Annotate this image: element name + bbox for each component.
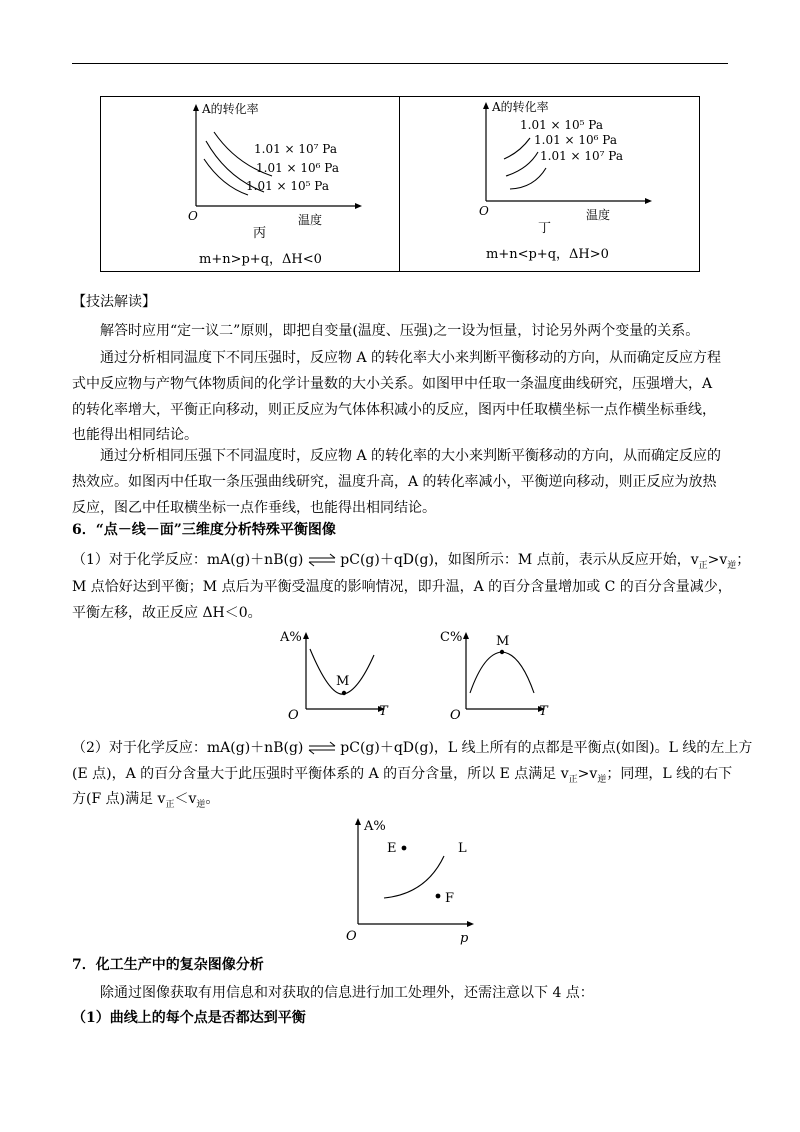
section-1-line-3: 平衡左移，故正反应 ΔH＜0。 <box>72 605 262 621</box>
y-label: C% <box>440 630 463 645</box>
equilibrium-arrow-icon <box>308 741 336 755</box>
x-axis-arrow <box>645 198 652 204</box>
heading-6: 6．“点－线－面”三维度分析特殊平衡图像 <box>72 522 336 538</box>
y-label: A的转化率 <box>492 100 549 114</box>
curve-label-2: 1.01 × 10⁶ Pa <box>534 133 617 147</box>
sub-ni: 逆 <box>196 799 206 810</box>
origin: O <box>288 708 299 723</box>
section-1-line-2: M 点恰好达到平衡；M 点后为平衡受温度的影响情况，即升温，A 的百分含量增加或 C 的百分含量减少， <box>72 579 732 595</box>
point-e <box>402 846 407 851</box>
x-label: T <box>539 704 548 719</box>
condition: m+n<p+q，ΔH>0 <box>486 247 609 262</box>
heading-7-1: （1）曲线上的每个点是否都达到平衡 <box>72 1010 306 1026</box>
gt-sign: >v <box>707 552 728 568</box>
section-2-reaction-right: pC(g)＋qD(g)，L 线上所有的点都是平衡点(如图)。L 线的左上方 <box>340 740 753 756</box>
origin: O <box>188 209 198 223</box>
origin: O <box>450 708 461 723</box>
x-label: 温度 <box>586 208 611 222</box>
header-rule <box>72 63 728 64</box>
paragraph-3-line-2: 热效应。如图丙中任取一条压强曲线研究，温度升高，A 的转化率减小，平衡逆向移动，则正反应为放热 <box>72 474 717 490</box>
y-label: A% <box>280 630 302 645</box>
semicolon: ； <box>736 552 751 568</box>
section-2-line-1 <box>72 738 753 758</box>
l-label: L <box>458 841 467 856</box>
section-2-line-2-end: ；同理，L 线的右下 <box>606 766 733 782</box>
curve-label-3: 1.01 × 10⁷ Pa <box>540 149 623 163</box>
curve-1 <box>504 138 530 159</box>
lt-sign: ＜v <box>174 791 197 807</box>
x-axis-arrow <box>355 203 362 209</box>
section-1-reaction-left: （1）对于化学反应：mA(g)＋nB(g) <box>72 552 304 568</box>
point-f <box>436 894 441 899</box>
sub-zheng: 正 <box>698 560 708 571</box>
m-label: M <box>496 634 510 649</box>
f-label: F <box>445 891 455 906</box>
paragraph-2-line-3: 的转化率增大，平衡正向移动，则正反应为气体体积减小的反应，图丙中任取横坐标一点作横坐标垂线， <box>72 402 716 418</box>
x-label: T <box>379 704 388 719</box>
sub-zheng: 正 <box>165 799 175 810</box>
graph-a-percent-p <box>340 812 490 947</box>
y-label: A% <box>364 819 386 834</box>
y-label: A的转化率 <box>202 102 259 116</box>
section-2-line-3 <box>72 789 732 815</box>
paragraph-2-line-4: 也能得出相同结论。 <box>72 427 198 443</box>
graph-bing <box>100 96 400 272</box>
sub-ni: 逆 <box>597 774 607 785</box>
l-curve <box>384 856 444 898</box>
origin: O <box>479 204 489 218</box>
point-m <box>342 691 346 695</box>
graph-a-percent-t <box>280 625 400 725</box>
paragraph-3-line-3: 反应，图乙中任取横坐标一点作垂线，也能得出相同结论。 <box>72 500 436 516</box>
curve-label-3: 1.01 × 10⁵ Pa <box>246 179 329 193</box>
section-2-reaction-left: （2）对于化学反应：mA(g)＋nB(g) <box>72 740 304 756</box>
y-axis-arrow <box>193 104 199 111</box>
x-label: p <box>460 931 469 946</box>
paragraph-7: 除通过图像获取有用信息和对获取的信息进行加工处理外，还需注意以下 4 点： <box>100 985 594 1001</box>
x-label: 温度 <box>298 213 323 227</box>
section-1-line-1 <box>72 550 751 576</box>
heading-7: 7．化工生产中的复杂图像分析 <box>72 957 264 973</box>
curve-3 <box>510 168 546 189</box>
graph-ding <box>400 96 700 272</box>
heading-jifa: 【技法解读】 <box>72 294 156 310</box>
origin: O <box>346 929 357 944</box>
gt-sign: >v <box>577 766 598 782</box>
m-label: M <box>336 674 350 689</box>
paragraph-1: 解答时应用“定一议二”原则，即把自变量(温度、压强)之一设为恒量，讨论另外两个变量的关系。 <box>100 323 700 339</box>
graph-name: 丙 <box>253 226 267 241</box>
section-2-line-3-text: 方(F 点)满足 v <box>72 791 166 807</box>
condition: m+n>p+q，ΔH<0 <box>199 252 322 267</box>
paragraph-2-line-2: 式中反应物与产物气体物质间的化学计量数的大小关系。如图甲中任取一条温度曲线研究，压强增大，A <box>72 376 713 392</box>
e-label: E <box>387 841 397 856</box>
paragraph-3-line-1: 通过分析相同压强下不同温度时，反应物 A 的转化率的大小来判断平衡移动的方向，从而确定反应的 <box>100 448 722 464</box>
section-1-reaction-right: pC(g)＋qD(g)，如图所示：M 点前，表示从反应开始，v <box>340 552 699 568</box>
graph-name: 丁 <box>538 221 552 236</box>
point-m <box>500 650 504 654</box>
curve-label-1: 1.01 × 10⁵ Pa <box>520 118 603 132</box>
curve-3 <box>204 159 248 195</box>
curve-label-1: 1.01 × 10⁷ Pa <box>254 142 337 156</box>
sub-zheng: 正 <box>568 774 578 785</box>
sub-ni: 逆 <box>727 560 737 571</box>
curve <box>470 652 534 693</box>
y-axis-arrow <box>483 102 489 109</box>
curve-label-2: 1.01 × 10⁶ Pa <box>256 161 339 175</box>
paragraph-2-line-1: 通过分析相同温度下不同压强时，反应物 A 的转化率大小来判断平衡移动的方向，从而确定反应方程 <box>100 350 722 366</box>
graph-c-percent-t <box>440 625 560 725</box>
section-2-line-2-text: (E 点)，A 的百分含量大于此压强时平衡体系的 A 的百分含量，所以 E 点满足 v <box>72 766 569 782</box>
equilibrium-arrow-icon <box>308 553 336 567</box>
period: 。 <box>205 791 220 807</box>
section-2-line-2 <box>72 764 732 790</box>
